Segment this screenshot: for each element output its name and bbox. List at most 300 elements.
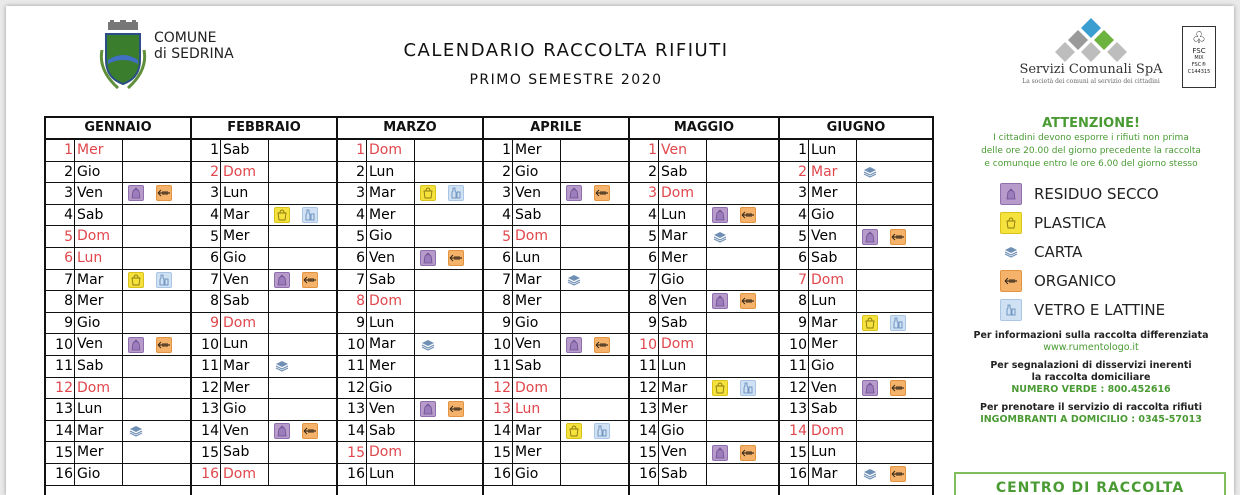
day-number: 3 (648, 185, 657, 202)
day-name: Ven (74, 334, 122, 355)
day-name: Lun (366, 313, 414, 334)
day-name: Lun (74, 248, 122, 269)
day-name: Mer (74, 442, 122, 463)
day-row (46, 140, 190, 162)
day-number: 15 (493, 444, 511, 461)
day-number: 13 (639, 401, 657, 418)
day-number: 5 (356, 228, 365, 245)
attention-line3: e comunque entro le ore 6.00 del giorno stesso (984, 159, 1198, 169)
day-row (338, 140, 482, 162)
day-name: Sab (220, 442, 268, 463)
collection-icons (414, 337, 436, 353)
plastic-bag-icon (862, 315, 878, 331)
day-name: Lun (512, 399, 560, 420)
day-row (192, 378, 336, 400)
day-number: 1 (648, 142, 657, 159)
day-number: 7 (502, 271, 511, 288)
day-row (630, 183, 778, 205)
fish-bone-icon (740, 207, 756, 223)
day-row (630, 270, 778, 292)
day-name: Ven (74, 183, 122, 204)
day-row (46, 399, 190, 421)
day-number: 10 (493, 336, 511, 353)
month-header: MAGGIO (630, 118, 778, 140)
day-number: 11 (493, 358, 511, 375)
paper-stack-icon (420, 337, 436, 353)
fish-bone-icon (1000, 270, 1022, 292)
day-name: Dom (74, 226, 122, 247)
day-name: Lun (658, 356, 706, 377)
day-row (46, 248, 190, 270)
page-subtitle: PRIMO SEMESTRE 2020 (469, 72, 663, 88)
day-number: 16 (639, 466, 657, 483)
day-name: Sab (808, 248, 856, 269)
trash-bag-icon (128, 185, 144, 201)
day-number: 1 (502, 142, 511, 159)
day-number: 2 (356, 163, 365, 180)
day-number: 6 (798, 250, 807, 267)
day-row (484, 205, 628, 227)
day-row (338, 334, 482, 356)
coat-of-arms-icon (98, 20, 148, 92)
day-row (484, 162, 628, 184)
fsc-code: FSC® C144315 (1187, 62, 1211, 75)
day-number: 11 (789, 358, 807, 375)
day-number: 1 (64, 142, 73, 159)
day-row (338, 162, 482, 184)
trash-bag-icon (274, 423, 290, 439)
day-name: Sab (658, 464, 706, 485)
day-name: Ven (658, 291, 706, 312)
month-column-maggio (630, 118, 780, 495)
fish-bone-icon (890, 466, 906, 482)
calendar-sheet (6, 6, 1234, 495)
day-row (338, 313, 482, 335)
plastic-bag-icon (566, 423, 582, 439)
day-name: Sab (512, 205, 560, 226)
day-row (630, 291, 778, 313)
day-name: Ven (366, 248, 414, 269)
day-row (484, 464, 628, 486)
collection-icons (268, 272, 318, 288)
day-number: 13 (55, 401, 73, 418)
collection-icons (122, 272, 172, 288)
day-number: 12 (55, 379, 73, 396)
day-name: Mar (366, 183, 414, 204)
day-number: 9 (648, 315, 657, 332)
day-number: 10 (201, 336, 219, 353)
day-number: 11 (201, 358, 219, 375)
toll-free-number: NUMERO VERDE : 800.452616 (1011, 384, 1171, 395)
day-row (46, 421, 190, 443)
day-name: Mar (220, 205, 268, 226)
day-row (780, 270, 932, 292)
trash-bag-icon (862, 229, 878, 245)
info3-line1: Per prenotare il servizio di raccolta rifiuti (980, 402, 1202, 413)
day-row (338, 248, 482, 270)
day-row (630, 226, 778, 248)
day-name: Lun (658, 205, 706, 226)
day-row (192, 464, 336, 486)
servizi-comunali-logo-icon (1048, 16, 1134, 62)
day-row (192, 226, 336, 248)
day-row (338, 421, 482, 443)
day-name: Lun (808, 291, 856, 312)
day-row (484, 183, 628, 205)
day-row (338, 378, 482, 400)
day-name: Sab (808, 399, 856, 420)
info-block-2 (948, 360, 1234, 396)
day-number: 7 (356, 271, 365, 288)
collection-icons (414, 185, 464, 201)
month-column-febbraio (192, 118, 338, 495)
paper-stack-icon (274, 358, 290, 374)
day-number: 9 (64, 315, 73, 332)
day-number: 4 (64, 207, 73, 224)
collection-icons (856, 466, 906, 482)
month-header: MARZO (338, 118, 482, 140)
day-name: Mar (808, 162, 856, 183)
day-number: 10 (347, 336, 365, 353)
day-number: 8 (502, 293, 511, 310)
day-name: Mer (366, 356, 414, 377)
day-number: 15 (789, 444, 807, 461)
day-name: Ven (808, 226, 856, 247)
day-name: Mar (512, 270, 560, 291)
day-row (630, 421, 778, 443)
day-name: Mar (658, 378, 706, 399)
day-name: Lun (220, 334, 268, 355)
day-number: 8 (648, 293, 657, 310)
day-name: Lun (808, 140, 856, 161)
day-name: Gio (74, 313, 122, 334)
bottle-can-icon (448, 185, 464, 201)
day-number: 10 (639, 336, 657, 353)
day-row (338, 205, 482, 227)
trash-bag-icon (1000, 183, 1022, 205)
day-row (630, 313, 778, 335)
day-name: Gio (220, 399, 268, 420)
day-number: 4 (356, 207, 365, 224)
day-number: 9 (502, 315, 511, 332)
day-number: 16 (493, 466, 511, 483)
day-number: 8 (64, 293, 73, 310)
day-number: 2 (502, 163, 511, 180)
trash-bag-icon (128, 337, 144, 353)
day-number: 3 (502, 185, 511, 202)
collection-icons (122, 337, 172, 353)
day-row (484, 442, 628, 464)
day-row (484, 399, 628, 421)
day-name: Dom (808, 270, 856, 291)
day-number: 12 (201, 379, 219, 396)
day-name: Mer (808, 183, 856, 204)
legend-label: VETRO E LATTINE (1034, 300, 1166, 319)
day-row (630, 442, 778, 464)
day-name: Mar (74, 421, 122, 442)
day-row (46, 183, 190, 205)
bottle-can-icon (1000, 299, 1022, 321)
day-row (46, 313, 190, 335)
day-row (46, 205, 190, 227)
paper-stack-icon (712, 229, 728, 245)
paper-stack-icon (566, 272, 582, 288)
company-tagline: La società dei comuni al servizio dei cittadini (1022, 78, 1160, 85)
month-header: FEBBRAIO (192, 118, 336, 140)
day-name: Mer (512, 442, 560, 463)
day-number: 14 (55, 423, 73, 440)
collection-icons (856, 380, 906, 396)
day-name: Sab (512, 356, 560, 377)
day-name: Dom (658, 183, 706, 204)
month-column-gennaio (46, 118, 192, 495)
day-name: Dom (512, 378, 560, 399)
day-name: Dom (366, 140, 414, 161)
day-row (46, 356, 190, 378)
day-number: 12 (493, 379, 511, 396)
day-row (192, 442, 336, 464)
collection-icons (268, 207, 318, 223)
day-number: 3 (64, 185, 73, 202)
day-name: Mer (808, 334, 856, 355)
day-row (780, 356, 932, 378)
fish-bone-icon (594, 337, 610, 353)
day-number: 5 (798, 228, 807, 245)
day-name: Mer (74, 140, 122, 161)
day-number: 14 (201, 423, 219, 440)
day-row (46, 378, 190, 400)
day-row (630, 140, 778, 162)
collection-icons (856, 229, 906, 245)
day-row (484, 248, 628, 270)
collection-icons (706, 445, 756, 461)
day-number: 14 (347, 423, 365, 440)
day-row (192, 313, 336, 335)
plastic-bag-icon (1000, 212, 1022, 234)
day-row (46, 226, 190, 248)
day-row (192, 291, 336, 313)
day-name: Mer (220, 226, 268, 247)
day-number: 1 (210, 142, 219, 159)
day-number: 2 (798, 163, 807, 180)
day-number: 12 (789, 379, 807, 396)
day-number: 1 (798, 142, 807, 159)
day-row (780, 442, 932, 464)
day-number: 2 (64, 163, 73, 180)
day-name: Dom (366, 291, 414, 312)
day-number: 9 (210, 315, 219, 332)
day-number: 6 (64, 250, 73, 267)
day-row (780, 399, 932, 421)
collection-icons (560, 272, 582, 288)
day-name: Mar (808, 313, 856, 334)
day-row (484, 291, 628, 313)
day-name: Mer (512, 291, 560, 312)
day-row (630, 334, 778, 356)
day-name: Gio (512, 162, 560, 183)
day-number: 6 (210, 250, 219, 267)
day-name: Gio (658, 421, 706, 442)
day-name: Mer (658, 248, 706, 269)
bottle-can-icon (890, 315, 906, 331)
day-name: Dom (512, 226, 560, 247)
bottle-can-icon (594, 423, 610, 439)
day-number: 10 (55, 336, 73, 353)
fsc-badge (1182, 26, 1216, 88)
collection-icons (268, 358, 290, 374)
collection-icons (706, 380, 756, 396)
day-name: Lun (512, 248, 560, 269)
day-row (46, 162, 190, 184)
day-row (192, 162, 336, 184)
legend (948, 179, 1234, 324)
day-number: 14 (789, 423, 807, 440)
paper-stack-icon (862, 164, 878, 180)
centro-raccolta-box: CENTRO DI RACCOLTA (954, 472, 1226, 495)
day-name: Mer (658, 399, 706, 420)
day-number: 15 (55, 444, 73, 461)
trash-bag-icon (712, 207, 728, 223)
day-name: Mar (658, 226, 706, 247)
fish-bone-icon (156, 185, 172, 201)
trash-bag-icon (420, 250, 436, 266)
day-name: Dom (220, 464, 268, 485)
day-number: 6 (356, 250, 365, 267)
day-number: 15 (201, 444, 219, 461)
info2-line2: la raccolta domiciliare (1031, 372, 1151, 383)
legend-label: ORGANICO (1034, 271, 1117, 290)
plastic-bag-icon (128, 272, 144, 288)
attention-line1: I cittadini devono esporre i rifiuti non prima (993, 133, 1189, 143)
day-name: Gio (512, 313, 560, 334)
fsc-tree-icon: ♧ (1191, 28, 1207, 47)
day-number: 13 (347, 401, 365, 418)
collection-icons (706, 229, 728, 245)
day-name: Lun (74, 399, 122, 420)
day-name: Lun (366, 464, 414, 485)
bottle-can-icon (156, 272, 172, 288)
day-row (630, 248, 778, 270)
legend-item-vetro (1000, 295, 1234, 324)
fish-bone-icon (890, 229, 906, 245)
day-number: 11 (55, 358, 73, 375)
day-row (46, 442, 190, 464)
day-number: 12 (639, 379, 657, 396)
day-row (780, 421, 932, 443)
info-block-1 (948, 330, 1234, 354)
day-name: Ven (220, 270, 268, 291)
day-row (484, 356, 628, 378)
day-name: Sab (658, 313, 706, 334)
day-row (780, 291, 932, 313)
bottle-can-icon (302, 207, 318, 223)
day-number: 4 (798, 207, 807, 224)
day-name: Gio (658, 270, 706, 291)
trash-bag-icon (274, 272, 290, 288)
day-name: Ven (808, 378, 856, 399)
day-number: 8 (356, 293, 365, 310)
day-row (630, 356, 778, 378)
day-row (630, 378, 778, 400)
day-row (484, 140, 628, 162)
day-name: Mer (220, 378, 268, 399)
collection-icons (706, 293, 756, 309)
bulky-waste-number: INGOMBRANTI A DOMICILIO : 0345-57013 (980, 414, 1202, 425)
day-name: Ven (512, 334, 560, 355)
day-name: Mar (74, 270, 122, 291)
day-row (192, 140, 336, 162)
day-name: Sab (220, 140, 268, 161)
day-row (630, 205, 778, 227)
day-number: 15 (347, 444, 365, 461)
attention-text (948, 132, 1234, 171)
day-number: 4 (648, 207, 657, 224)
day-name: Lun (220, 183, 268, 204)
day-row (484, 313, 628, 335)
day-number: 9 (798, 315, 807, 332)
day-row (192, 356, 336, 378)
collection-icons (560, 423, 610, 439)
collection-icons (268, 423, 318, 439)
day-row (484, 334, 628, 356)
day-name: Sab (74, 205, 122, 226)
day-name: Gio (220, 248, 268, 269)
paper-stack-icon (1000, 241, 1022, 263)
fish-bone-icon (302, 272, 318, 288)
day-number: 7 (648, 271, 657, 288)
day-name: Sab (366, 421, 414, 442)
day-row (338, 291, 482, 313)
plastic-bag-icon (420, 185, 436, 201)
day-row (630, 399, 778, 421)
fsc-mix: MIX (1194, 55, 1204, 61)
attention-line2: delle ore 20.00 del giorno precedente la raccolta (981, 146, 1201, 156)
day-name: Sab (366, 270, 414, 291)
day-number: 16 (201, 466, 219, 483)
trash-bag-icon (566, 337, 582, 353)
day-row (192, 183, 336, 205)
day-row (484, 421, 628, 443)
month-header: GENNAIO (46, 118, 190, 140)
day-number: 5 (502, 228, 511, 245)
fish-bone-icon (302, 423, 318, 439)
day-name: Ven (366, 399, 414, 420)
day-name: Sab (220, 291, 268, 312)
day-row (780, 378, 932, 400)
bottle-can-icon (740, 380, 756, 396)
fish-bone-icon (740, 293, 756, 309)
day-name: Dom (808, 421, 856, 442)
day-name: Gio (808, 205, 856, 226)
fish-bone-icon (890, 380, 906, 396)
day-number: 5 (210, 228, 219, 245)
collection-icons (122, 185, 172, 201)
day-number: 13 (789, 401, 807, 418)
company-name: Servizi Comunali SpA (1019, 62, 1163, 77)
website-link[interactable]: www.rumentologo.it (1043, 342, 1139, 353)
day-row (338, 226, 482, 248)
collection-icons (560, 185, 610, 201)
day-row (780, 140, 932, 162)
day-row (338, 183, 482, 205)
day-number: 4 (502, 207, 511, 224)
legend-item-carta (1000, 237, 1234, 266)
comune-line1: COMUNE (154, 30, 217, 46)
day-row (192, 270, 336, 292)
info1-text: Per informazioni sulla raccolta differenziata (973, 330, 1209, 341)
calendar-grid (44, 116, 934, 495)
day-number: 14 (639, 423, 657, 440)
